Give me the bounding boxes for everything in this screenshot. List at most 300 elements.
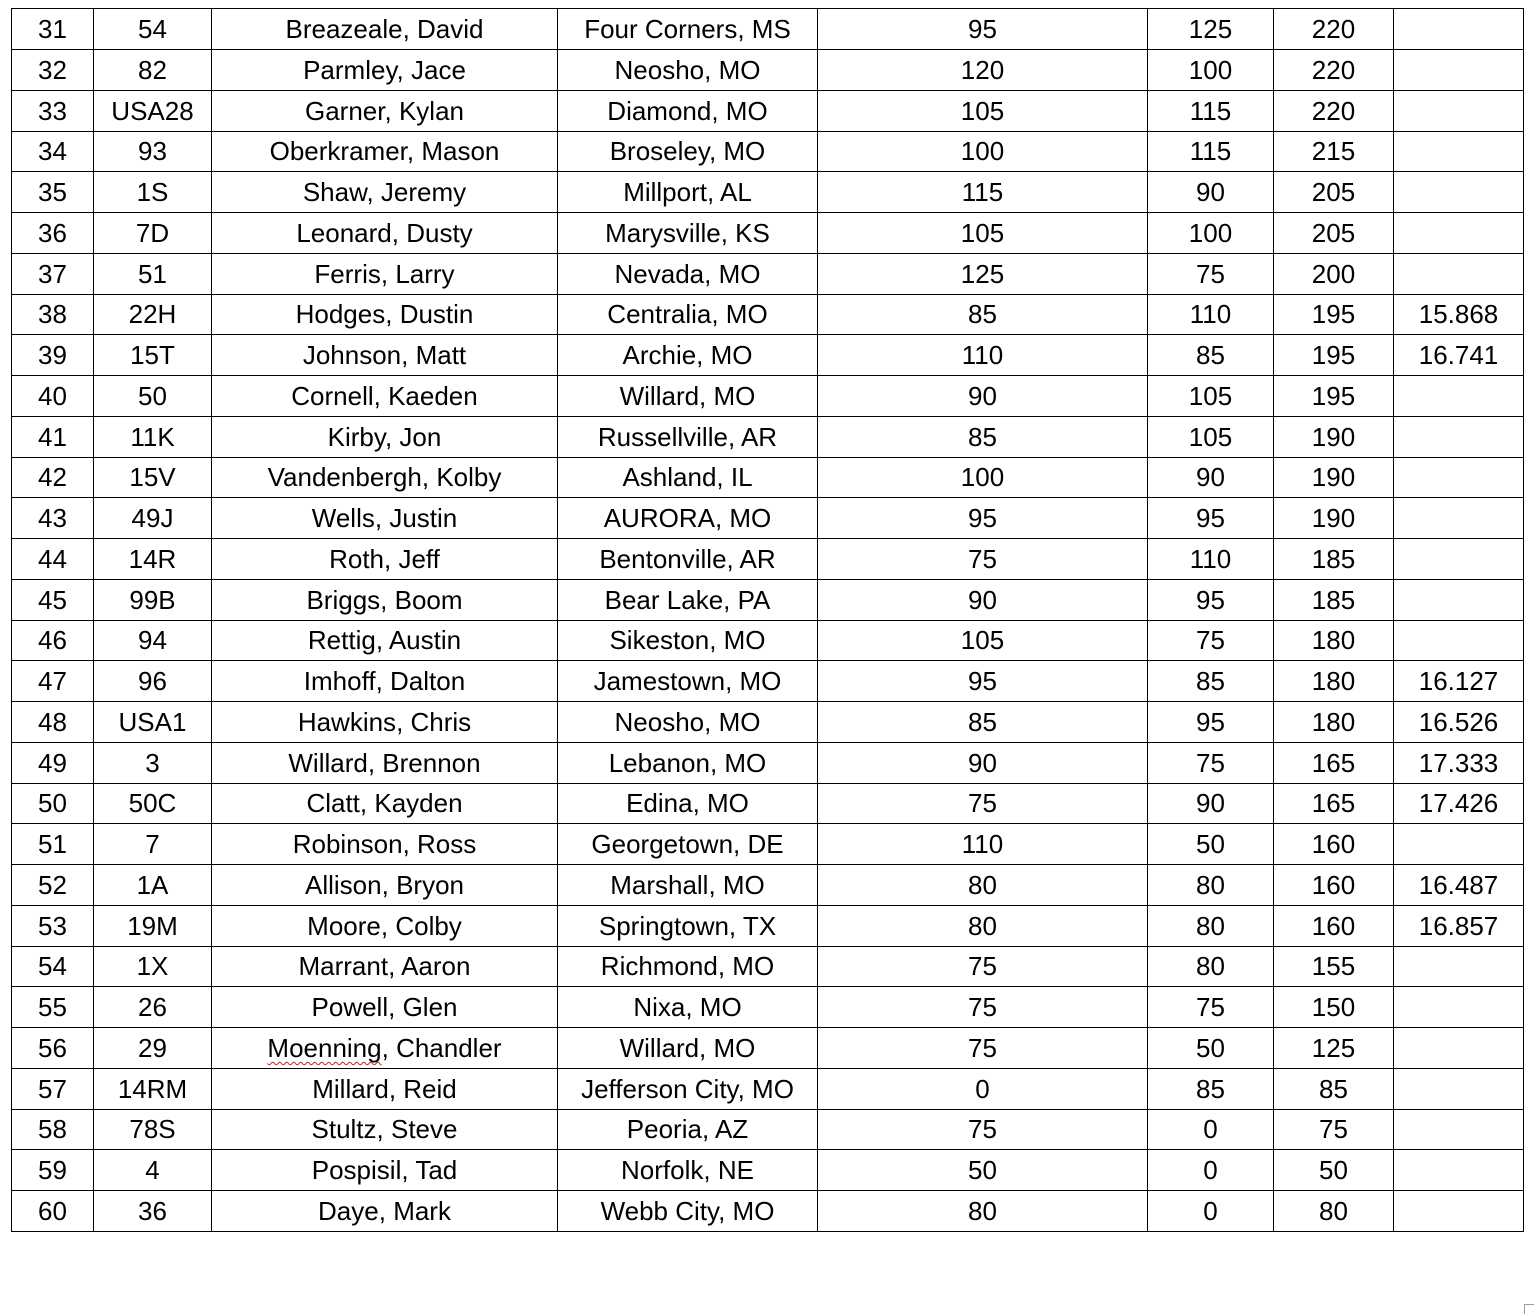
first-name: Ross (417, 829, 477, 859)
time-cell (1394, 620, 1524, 661)
score-1-cell: 120 (818, 50, 1148, 91)
first-name: Mark (393, 1195, 451, 1226)
table-row (12, 620, 1524, 661)
name-cell: Vandenbergh, Kolby (212, 457, 558, 498)
score-2-cell: 90 (1148, 783, 1274, 824)
time-cell: 16.857 (1394, 905, 1524, 946)
score-1-cell: 75 (818, 1109, 1148, 1150)
hometown-cell: Jefferson City, MO (558, 1068, 818, 1109)
number-cell: 11K (94, 416, 212, 457)
score-2-cell: 95 (1148, 702, 1274, 743)
score-1-cell: 105 (818, 90, 1148, 131)
total-cell: 150 (1274, 987, 1394, 1028)
name-cell: Rettig, Austin (212, 620, 558, 661)
hometown-cell: Archie, MO (558, 335, 818, 376)
last-name: Millard (312, 1073, 389, 1104)
score-2-cell: 85 (1148, 335, 1274, 376)
time-cell: 16.526 (1394, 702, 1524, 743)
page-corner-mark (1524, 1304, 1534, 1314)
total-cell: 85 (1274, 1068, 1394, 1109)
total-cell: 180 (1274, 620, 1394, 661)
number-cell: 54 (94, 9, 212, 50)
position-cell: 49 (12, 742, 94, 783)
position-cell: 41 (12, 416, 94, 457)
table-row (12, 579, 1524, 620)
table-row (12, 539, 1524, 580)
name-cell: Allison, Bryon (212, 865, 558, 906)
hometown-cell: Peoria, AZ (558, 1109, 818, 1150)
first-name: Kayden (374, 788, 463, 819)
table-row (12, 498, 1524, 539)
table-row (12, 661, 1524, 702)
last-name: Stultz (311, 1114, 377, 1145)
number-cell: 78S (94, 1109, 212, 1150)
first-name: Dusty (406, 217, 473, 248)
name-cell: Marrant, Aaron (212, 946, 558, 987)
score-1-cell: 115 (818, 172, 1148, 213)
total-cell: 195 (1274, 376, 1394, 417)
number-cell: 96 (94, 661, 212, 702)
number-cell: 14RM (94, 1068, 212, 1109)
score-1-cell: 100 (818, 131, 1148, 172)
score-1-cell: 110 (818, 335, 1148, 376)
position-cell: 47 (12, 661, 94, 702)
score-1-cell: 85 (818, 416, 1148, 457)
hometown-cell: Webb City, MO (558, 1191, 818, 1232)
hometown-cell: AURORA, MO (558, 498, 818, 539)
number-cell: 14R (94, 539, 212, 580)
table-row (12, 376, 1524, 417)
table-row (12, 457, 1524, 498)
score-2-cell: 90 (1148, 457, 1274, 498)
time-cell (1394, 253, 1524, 294)
first-name: Kaeden (388, 380, 478, 411)
score-2-cell: 0 (1148, 1191, 1274, 1232)
score-1-cell: 95 (818, 661, 1148, 702)
position-cell: 51 (12, 824, 94, 865)
hometown-cell: Edina, MO (558, 783, 818, 824)
first-name: Matt (415, 340, 467, 370)
score-1-cell: 125 (818, 253, 1148, 294)
hometown-cell: Norfolk, NE (558, 1150, 818, 1191)
name-cell: Powell, Glen (212, 987, 558, 1028)
name-cell: Millard, Reid (212, 1068, 558, 1109)
last-name: Leonard (296, 217, 392, 248)
score-2-cell: 50 (1148, 1028, 1274, 1069)
number-cell: 49J (94, 498, 212, 539)
number-cell: 4 (94, 1150, 212, 1191)
score-2-cell: 105 (1148, 376, 1274, 417)
score-1-cell: 50 (818, 1150, 1148, 1191)
time-cell (1394, 539, 1524, 580)
table-row (12, 253, 1524, 294)
last-name: Willard (288, 747, 368, 778)
first-name: Dustin (399, 299, 474, 330)
hometown-cell: Nevada, MO (558, 253, 818, 294)
table-row (12, 172, 1524, 213)
hometown-cell: Neosho, MO (558, 702, 818, 743)
score-1-cell: 75 (818, 987, 1148, 1028)
first-name: Kylan (398, 95, 464, 126)
time-cell (1394, 1068, 1524, 1109)
score-2-cell: 110 (1148, 294, 1274, 335)
time-cell (1394, 416, 1524, 457)
last-name: Hawkins (297, 706, 397, 737)
name-cell: Roth, Jeff (212, 539, 558, 580)
position-cell: 44 (12, 539, 94, 580)
table-body (12, 9, 1524, 1232)
hometown-cell: Millport, AL (558, 172, 818, 213)
number-cell: 82 (94, 50, 212, 91)
time-cell: 16.127 (1394, 661, 1524, 702)
total-cell: 205 (1274, 213, 1394, 254)
total-cell: 160 (1274, 824, 1394, 865)
total-cell: 195 (1274, 294, 1394, 335)
score-1-cell: 95 (818, 498, 1148, 539)
position-cell: 36 (12, 213, 94, 254)
total-cell: 205 (1274, 172, 1394, 213)
table-row (12, 335, 1524, 376)
number-cell: 7D (94, 213, 212, 254)
hometown-cell: Ashland, IL (558, 457, 818, 498)
time-cell: 17.426 (1394, 783, 1524, 824)
total-cell: 75 (1274, 1109, 1394, 1150)
total-cell: 80 (1274, 1191, 1394, 1232)
position-cell: 34 (12, 131, 94, 172)
last-name: Imhoff (303, 666, 376, 696)
position-cell: 37 (12, 253, 94, 294)
number-cell: 51 (94, 253, 212, 294)
score-1-cell: 95 (818, 9, 1148, 50)
last-name: Daye (318, 1195, 379, 1226)
first-name: David (417, 14, 484, 44)
score-2-cell: 115 (1148, 131, 1274, 172)
table-row (12, 946, 1524, 987)
total-cell: 50 (1274, 1150, 1394, 1191)
name-cell: Stultz, Steve (212, 1109, 558, 1150)
score-1-cell: 100 (818, 457, 1148, 498)
first-name: Bryon (396, 869, 464, 900)
last-name: Marrant (298, 951, 389, 982)
name-cell: Kirby, Jon (212, 416, 558, 457)
score-2-cell: 95 (1148, 498, 1274, 539)
time-cell (1394, 1028, 1524, 1069)
table-row (12, 1068, 1524, 1109)
time-cell (1394, 1191, 1524, 1232)
table-row (12, 416, 1524, 457)
score-2-cell: 115 (1148, 90, 1274, 131)
hometown-cell: Diamond, MO (558, 90, 818, 131)
last-name: Pospisil (311, 1155, 402, 1185)
last-name: Briggs (306, 584, 381, 615)
score-2-cell: 0 (1148, 1109, 1274, 1150)
table-row (12, 987, 1524, 1028)
position-cell: 38 (12, 294, 94, 335)
table-row (12, 131, 1524, 172)
hometown-cell: Bentonville, AR (558, 539, 818, 580)
first-name: Aaron (401, 951, 471, 982)
name-cell: Wells, Justin (212, 498, 558, 539)
hometown-cell: Willard, MO (558, 1028, 818, 1069)
score-2-cell: 80 (1148, 905, 1274, 946)
total-cell: 165 (1274, 742, 1394, 783)
total-cell: 220 (1274, 9, 1394, 50)
hometown-cell: Centralia, MO (558, 294, 818, 335)
number-cell: 1A (94, 865, 212, 906)
first-name: Jon (399, 421, 442, 452)
time-cell (1394, 50, 1524, 91)
score-2-cell: 80 (1148, 865, 1274, 906)
hometown-cell: Marysville, KS (558, 213, 818, 254)
position-cell: 33 (12, 90, 94, 131)
name-cell: Hodges, Dustin (212, 294, 558, 335)
name-cell: Oberkramer, Mason (212, 131, 558, 172)
position-cell: 55 (12, 987, 94, 1028)
first-name: Larry (395, 258, 455, 289)
score-2-cell: 80 (1148, 946, 1274, 987)
last-name: Shaw (302, 177, 367, 207)
score-2-cell: 75 (1148, 987, 1274, 1028)
last-name: Cornell (291, 380, 374, 411)
results-table (11, 8, 1524, 1232)
hometown-cell: Willard, MO (558, 376, 818, 417)
score-1-cell: 75 (818, 1028, 1148, 1069)
number-cell: 1S (94, 172, 212, 213)
position-cell: 50 (12, 783, 94, 824)
hometown-cell: Four Corners, MS (558, 9, 818, 50)
last-name: Moenning (267, 1032, 382, 1063)
score-1-cell: 90 (818, 376, 1148, 417)
number-cell: 99B (94, 579, 212, 620)
last-name: Ferris (314, 258, 381, 289)
number-cell: 50 (94, 376, 212, 417)
total-cell: 190 (1274, 498, 1394, 539)
last-name: Powell (311, 992, 389, 1022)
score-1-cell: 85 (818, 294, 1148, 335)
first-name: Brennon (382, 747, 481, 778)
score-1-cell: 80 (818, 865, 1148, 906)
position-cell: 32 (12, 50, 94, 91)
score-1-cell: 90 (818, 579, 1148, 620)
position-cell: 43 (12, 498, 94, 539)
time-cell (1394, 90, 1524, 131)
time-cell (1394, 457, 1524, 498)
first-name: Glen (402, 992, 458, 1022)
time-cell (1394, 131, 1524, 172)
number-cell: USA1 (94, 702, 212, 743)
hometown-cell: Marshall, MO (558, 865, 818, 906)
score-2-cell: 125 (1148, 9, 1274, 50)
number-cell: 36 (94, 1191, 212, 1232)
name-cell: Leonard, Dusty (212, 213, 558, 254)
name-cell: Moore, Colby (212, 905, 558, 946)
number-cell: 50C (94, 783, 212, 824)
score-2-cell: 75 (1148, 253, 1274, 294)
name-cell: Parmley, Jace (212, 50, 558, 91)
position-cell: 52 (12, 865, 94, 906)
total-cell: 165 (1274, 783, 1394, 824)
total-cell: 185 (1274, 579, 1394, 620)
time-cell (1394, 172, 1524, 213)
number-cell: 29 (94, 1028, 212, 1069)
score-2-cell: 85 (1148, 1068, 1274, 1109)
last-name: Hodges (295, 299, 386, 330)
table-row (12, 9, 1524, 50)
last-name: Robinson (292, 829, 403, 859)
score-1-cell: 90 (818, 742, 1148, 783)
table-row (12, 90, 1524, 131)
position-cell: 39 (12, 335, 94, 376)
number-cell: 3 (94, 742, 212, 783)
total-cell: 215 (1274, 131, 1394, 172)
total-cell: 190 (1274, 416, 1394, 457)
last-name: Kirby (327, 421, 385, 452)
score-2-cell: 0 (1148, 1150, 1274, 1191)
time-cell (1394, 987, 1524, 1028)
time-cell (1394, 376, 1524, 417)
name-cell: Clatt, Kayden (212, 783, 558, 824)
number-cell: 26 (94, 987, 212, 1028)
position-cell: 46 (12, 620, 94, 661)
total-cell: 160 (1274, 865, 1394, 906)
time-cell: 16.487 (1394, 865, 1524, 906)
name-cell: Garner, Kylan (212, 90, 558, 131)
score-1-cell: 80 (818, 905, 1148, 946)
score-2-cell: 85 (1148, 661, 1274, 702)
table-row (12, 1191, 1524, 1232)
first-name: Dalton (390, 666, 466, 696)
position-cell: 45 (12, 579, 94, 620)
score-2-cell: 105 (1148, 416, 1274, 457)
number-cell: 15T (94, 335, 212, 376)
last-name: Rettig (307, 625, 376, 656)
number-cell: 7 (94, 824, 212, 865)
score-1-cell: 75 (818, 783, 1148, 824)
first-name: Chris (410, 706, 472, 737)
name-cell: Breazeale, David (212, 9, 558, 50)
first-name: Kolby (436, 462, 502, 493)
first-name: Justin (389, 503, 458, 533)
number-cell: 15V (94, 457, 212, 498)
score-1-cell: 75 (818, 946, 1148, 987)
score-2-cell: 75 (1148, 620, 1274, 661)
hometown-cell: Lebanon, MO (558, 742, 818, 783)
time-cell (1394, 946, 1524, 987)
number-cell: 1X (94, 946, 212, 987)
total-cell: 220 (1274, 90, 1394, 131)
first-name: Steve (390, 1114, 458, 1145)
total-cell: 220 (1274, 50, 1394, 91)
last-name: Vandenbergh (267, 462, 422, 493)
position-cell: 40 (12, 376, 94, 417)
table-row (12, 50, 1524, 91)
hometown-cell: Richmond, MO (558, 946, 818, 987)
score-1-cell: 85 (818, 702, 1148, 743)
first-name: Chandler (396, 1032, 502, 1063)
score-2-cell: 100 (1148, 213, 1274, 254)
table-row (12, 294, 1524, 335)
first-name: Jeremy (380, 177, 467, 207)
table-row (12, 213, 1524, 254)
score-1-cell: 0 (818, 1068, 1148, 1109)
table-row (12, 1150, 1524, 1191)
position-cell: 58 (12, 1109, 94, 1150)
score-1-cell: 80 (818, 1191, 1148, 1232)
score-2-cell: 75 (1148, 742, 1274, 783)
last-name: Roth (329, 543, 385, 574)
position-cell: 42 (12, 457, 94, 498)
hometown-cell: Springtown, TX (558, 905, 818, 946)
total-cell: 160 (1274, 905, 1394, 946)
score-1-cell: 105 (818, 620, 1148, 661)
number-cell: 93 (94, 131, 212, 172)
time-cell (1394, 1109, 1524, 1150)
first-name: Reid (403, 1073, 457, 1104)
table-row (12, 905, 1524, 946)
position-cell: 57 (12, 1068, 94, 1109)
score-2-cell: 50 (1148, 824, 1274, 865)
name-cell: Cornell, Kaeden (212, 376, 558, 417)
hometown-cell: Georgetown, DE (558, 824, 818, 865)
time-cell (1394, 579, 1524, 620)
number-cell: 19M (94, 905, 212, 946)
time-cell (1394, 498, 1524, 539)
number-cell: 94 (94, 620, 212, 661)
name-cell: Hawkins, Chris (212, 702, 558, 743)
score-1-cell: 105 (818, 213, 1148, 254)
last-name: Parmley (303, 54, 397, 85)
last-name: Moore (307, 910, 381, 941)
score-1-cell: 110 (818, 824, 1148, 865)
first-name: Mason (421, 136, 500, 167)
table-row (12, 824, 1524, 865)
total-cell: 185 (1274, 539, 1394, 580)
time-cell: 15.868 (1394, 294, 1524, 335)
table-row (12, 783, 1524, 824)
name-cell: Robinson, Ross (212, 824, 558, 865)
name-cell: Shaw, Jeremy (212, 172, 558, 213)
first-name: Jace (410, 54, 466, 85)
last-name: Clatt (306, 788, 360, 819)
total-cell: 155 (1274, 946, 1394, 987)
hometown-cell: Sikeston, MO (558, 620, 818, 661)
name-cell: Pospisil, Tad (212, 1150, 558, 1191)
name-cell: Imhoff, Dalton (212, 661, 558, 702)
total-cell: 125 (1274, 1028, 1394, 1069)
first-name: Austin (388, 625, 462, 656)
total-cell: 180 (1274, 702, 1394, 743)
score-2-cell: 100 (1148, 50, 1274, 91)
first-name: Colby (395, 910, 462, 941)
position-cell: 56 (12, 1028, 94, 1069)
position-cell: 53 (12, 905, 94, 946)
score-2-cell: 95 (1148, 579, 1274, 620)
score-1-cell: 75 (818, 539, 1148, 580)
position-cell: 31 (12, 9, 94, 50)
time-cell (1394, 1150, 1524, 1191)
hometown-cell: Jamestown, MO (558, 661, 818, 702)
time-cell (1394, 9, 1524, 50)
time-cell: 16.741 (1394, 335, 1524, 376)
hometown-cell: Nixa, MO (558, 987, 818, 1028)
position-cell: 59 (12, 1150, 94, 1191)
table-row (12, 865, 1524, 906)
first-name: Tad (415, 1155, 458, 1185)
last-name: Breazeale (285, 14, 403, 44)
number-cell: 22H (94, 294, 212, 335)
total-cell: 180 (1274, 661, 1394, 702)
name-cell: Willard, Brennon (212, 742, 558, 783)
